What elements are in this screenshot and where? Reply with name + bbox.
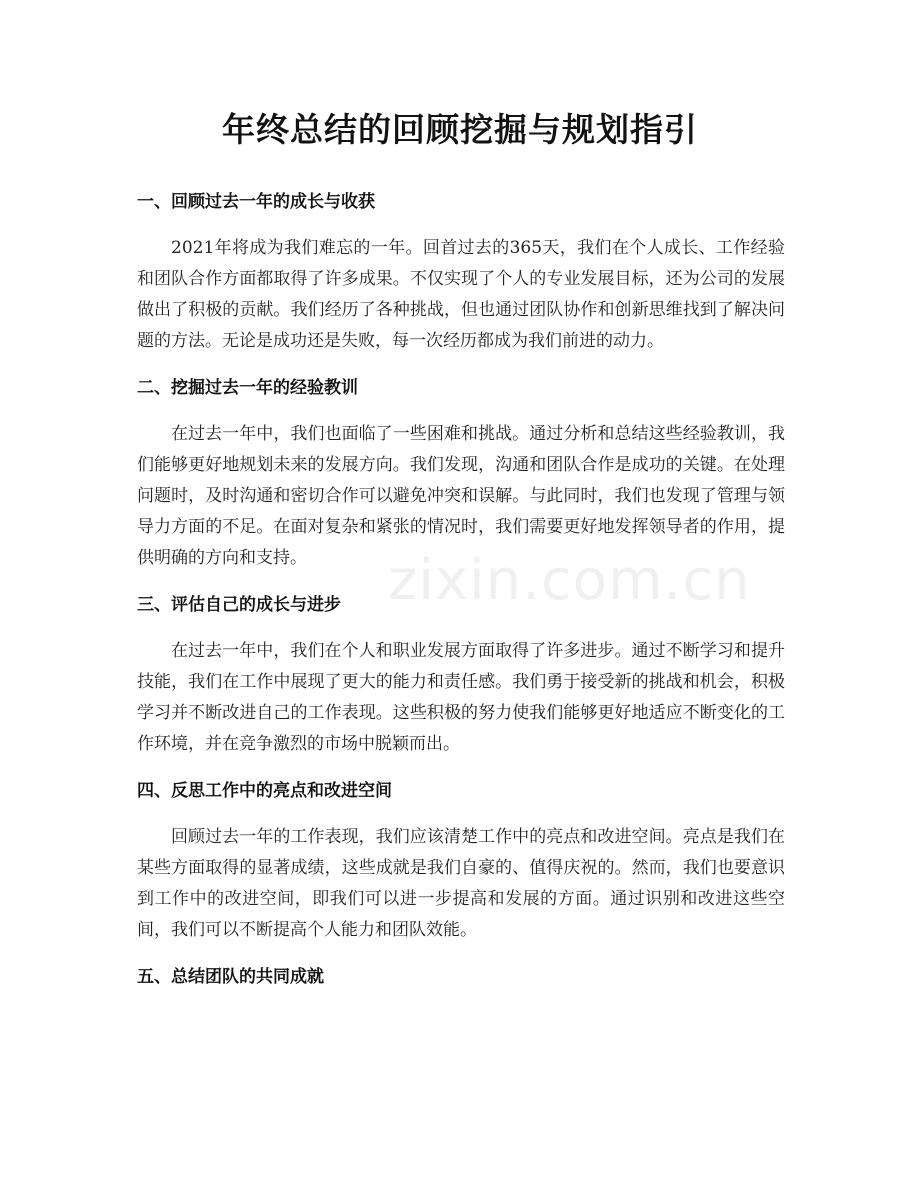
section-4 <box>137 774 785 946</box>
section-5 <box>137 960 785 994</box>
section-paragraph: 2021年将成为我们难忘的一年。回首过去的365天，我们在个人成长、工作经验和团队合作方面都取得了许多成果。不仅实现了个人的专业发展目标，还为公司的发展做出了积极的贡献。我们经历了各种挑战，但也通过团队协作和创新思维找到了解决问题的方法。无论是成功还是失败，每一次经历都成为我们前进的动力。 <box>137 238 785 351</box>
section-2 <box>137 371 785 574</box>
section-heading: 二、挖掘过去一年的经验教训 <box>137 378 358 398</box>
document-title: 年终总结的回顾挖掘与规划指引 <box>222 110 698 149</box>
section-heading: 五、总结团队的共同成就 <box>137 967 324 987</box>
section-heading: 一、回顾过去一年的成长与收获 <box>137 192 375 212</box>
document-body <box>137 185 785 994</box>
watermark: zixin.com.cn <box>388 548 751 613</box>
section-heading: 三、评估自己的成长与进步 <box>137 595 341 615</box>
section-paragraph: 在过去一年中，我们在个人和职业发展方面取得了许多进步。通过不断学习和提升技能，我们在工作中展现了更大的能力和责任感。我们勇于接受新的挑战和机会，积极学习并不断改进自己的工作表现。这些积极的努力使我们能够更好地适应不断变化的工作环境，并在竞争激烈的市场中脱颖而出。 <box>137 641 785 754</box>
section-3 <box>137 588 785 760</box>
section-paragraph: 回顾过去一年的工作表现，我们应该清楚工作中的亮点和改进空间。亮点是我们在某些方面取得的显著成绩，这些成就是我们自豪的、值得庆祝的。然而，我们也要意识到工作中的改进空间，即我们可以进一步提高和发展的方面。通过识别和改进这些空间，我们可以不断提高个人能力和团队效能。 <box>137 827 785 940</box>
section-1 <box>137 185 785 357</box>
section-paragraph: 在过去一年中，我们也面临了一些困难和挑战。通过分析和总结这些经验教训，我们能够更好地规划未来的发展方向。我们发现，沟通和团队合作是成功的关键。在处理问题时，及时沟通和密切合作可以避免冲突和误解。与此同时，我们也发现了管理与领导力方面的不足。在面对复杂和紧张的情况时，我们需要更好地发挥领导者的作用，提供明确的方向和支持。 <box>137 424 785 568</box>
section-heading: 四、反思工作中的亮点和改进空间 <box>137 781 392 801</box>
